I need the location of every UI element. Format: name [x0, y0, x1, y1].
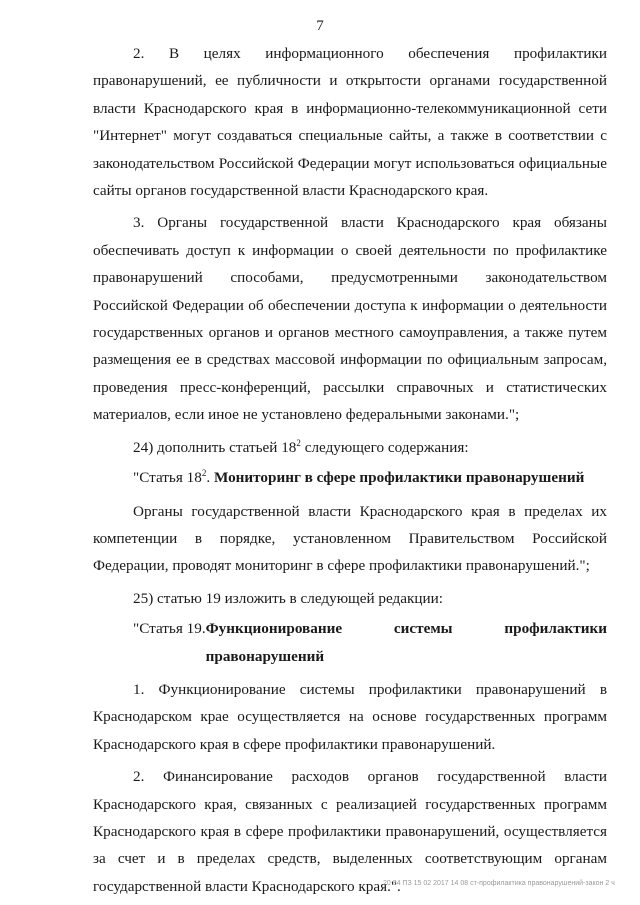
item-24-text-end: следующего содержания: — [300, 438, 469, 456]
article-18-2-heading — [93, 464, 607, 491]
amendment-item-24 — [93, 434, 607, 461]
item-24-superscript: 2 — [296, 437, 301, 448]
amendment-item-25: 25) статью 19 изложить в следующей редакции: — [133, 589, 443, 607]
article-19-paragraph-2: 2. Финансирование расходов органов государственной власти Краснодарского края, связанных с реализацией государственных программ Краснодарского края в сфере профилактики правонарушений, осуществляется за счет и в пределах средств, выделенных соответствующим органам государственной власти Краснодарского края.". — [93, 768, 607, 895]
article-19-title: Функционирование системы профилактики правонарушений — [205, 620, 607, 665]
paragraph-3: 3. Органы государственной власти Краснодарского края обязаны обеспечивать доступ к информации о своей деятельности по профилактике правонарушений способами, предусмотренными законодательством Российской Федерации об обеспечении доступа к информации о деятельности государственных органов и органов местного самоуправления, а также путем размещения ее в средствах массовой информации по официальным запросам, проведения пресс-конференций, рассылки справочных и статистических материалов, если иное не установлено федеральными законами."; — [93, 214, 607, 424]
article-18-2-lead-end: . — [206, 469, 214, 487]
item-24-text: 24) дополнить статьей 18 — [133, 438, 297, 456]
page-number: 7 — [316, 18, 324, 34]
document-body — [93, 40, 607, 905]
article-18-2-superscript: 2 — [201, 468, 207, 479]
article-19-heading — [93, 615, 607, 670]
paragraph-2: 2. В целях информационного обеспечения профилактики правонарушений, ее публичности и открытости органами государственной власти Краснодарского края в информационно-телекоммуникационной сети "Интернет" могут создаваться специальные сайты, а также в соответствии с законодательством Российской Федерации могут использоваться официальные сайты органов государственной власти Краснодарского края. — [93, 45, 607, 200]
article-18-2-body: Органы государственной власти Краснодарского края в пределах их компетенции в порядке, установленном Правительством Российской Федерации, проводят мониторинг в сфере профилактики правонарушений."; — [93, 502, 607, 575]
article-18-2-lead: "Статья 18 — [133, 469, 202, 487]
article-19-lead: "Статья 19. — [133, 620, 206, 638]
footer-file-reference: 20 34 ПЗ 15 02 2017 14 08 ст-профилактика правонарушений-закон 2 ч — [383, 880, 615, 887]
article-19-paragraph-1: 1. Функционирование системы профилактики правонарушений в Краснодарском крае осуществляется на основе государственных программ Краснодарского края в сфере профилактики правонарушений. — [93, 680, 607, 753]
article-18-2-title: Мониторинг в сфере профилактики правонарушений — [213, 469, 585, 487]
